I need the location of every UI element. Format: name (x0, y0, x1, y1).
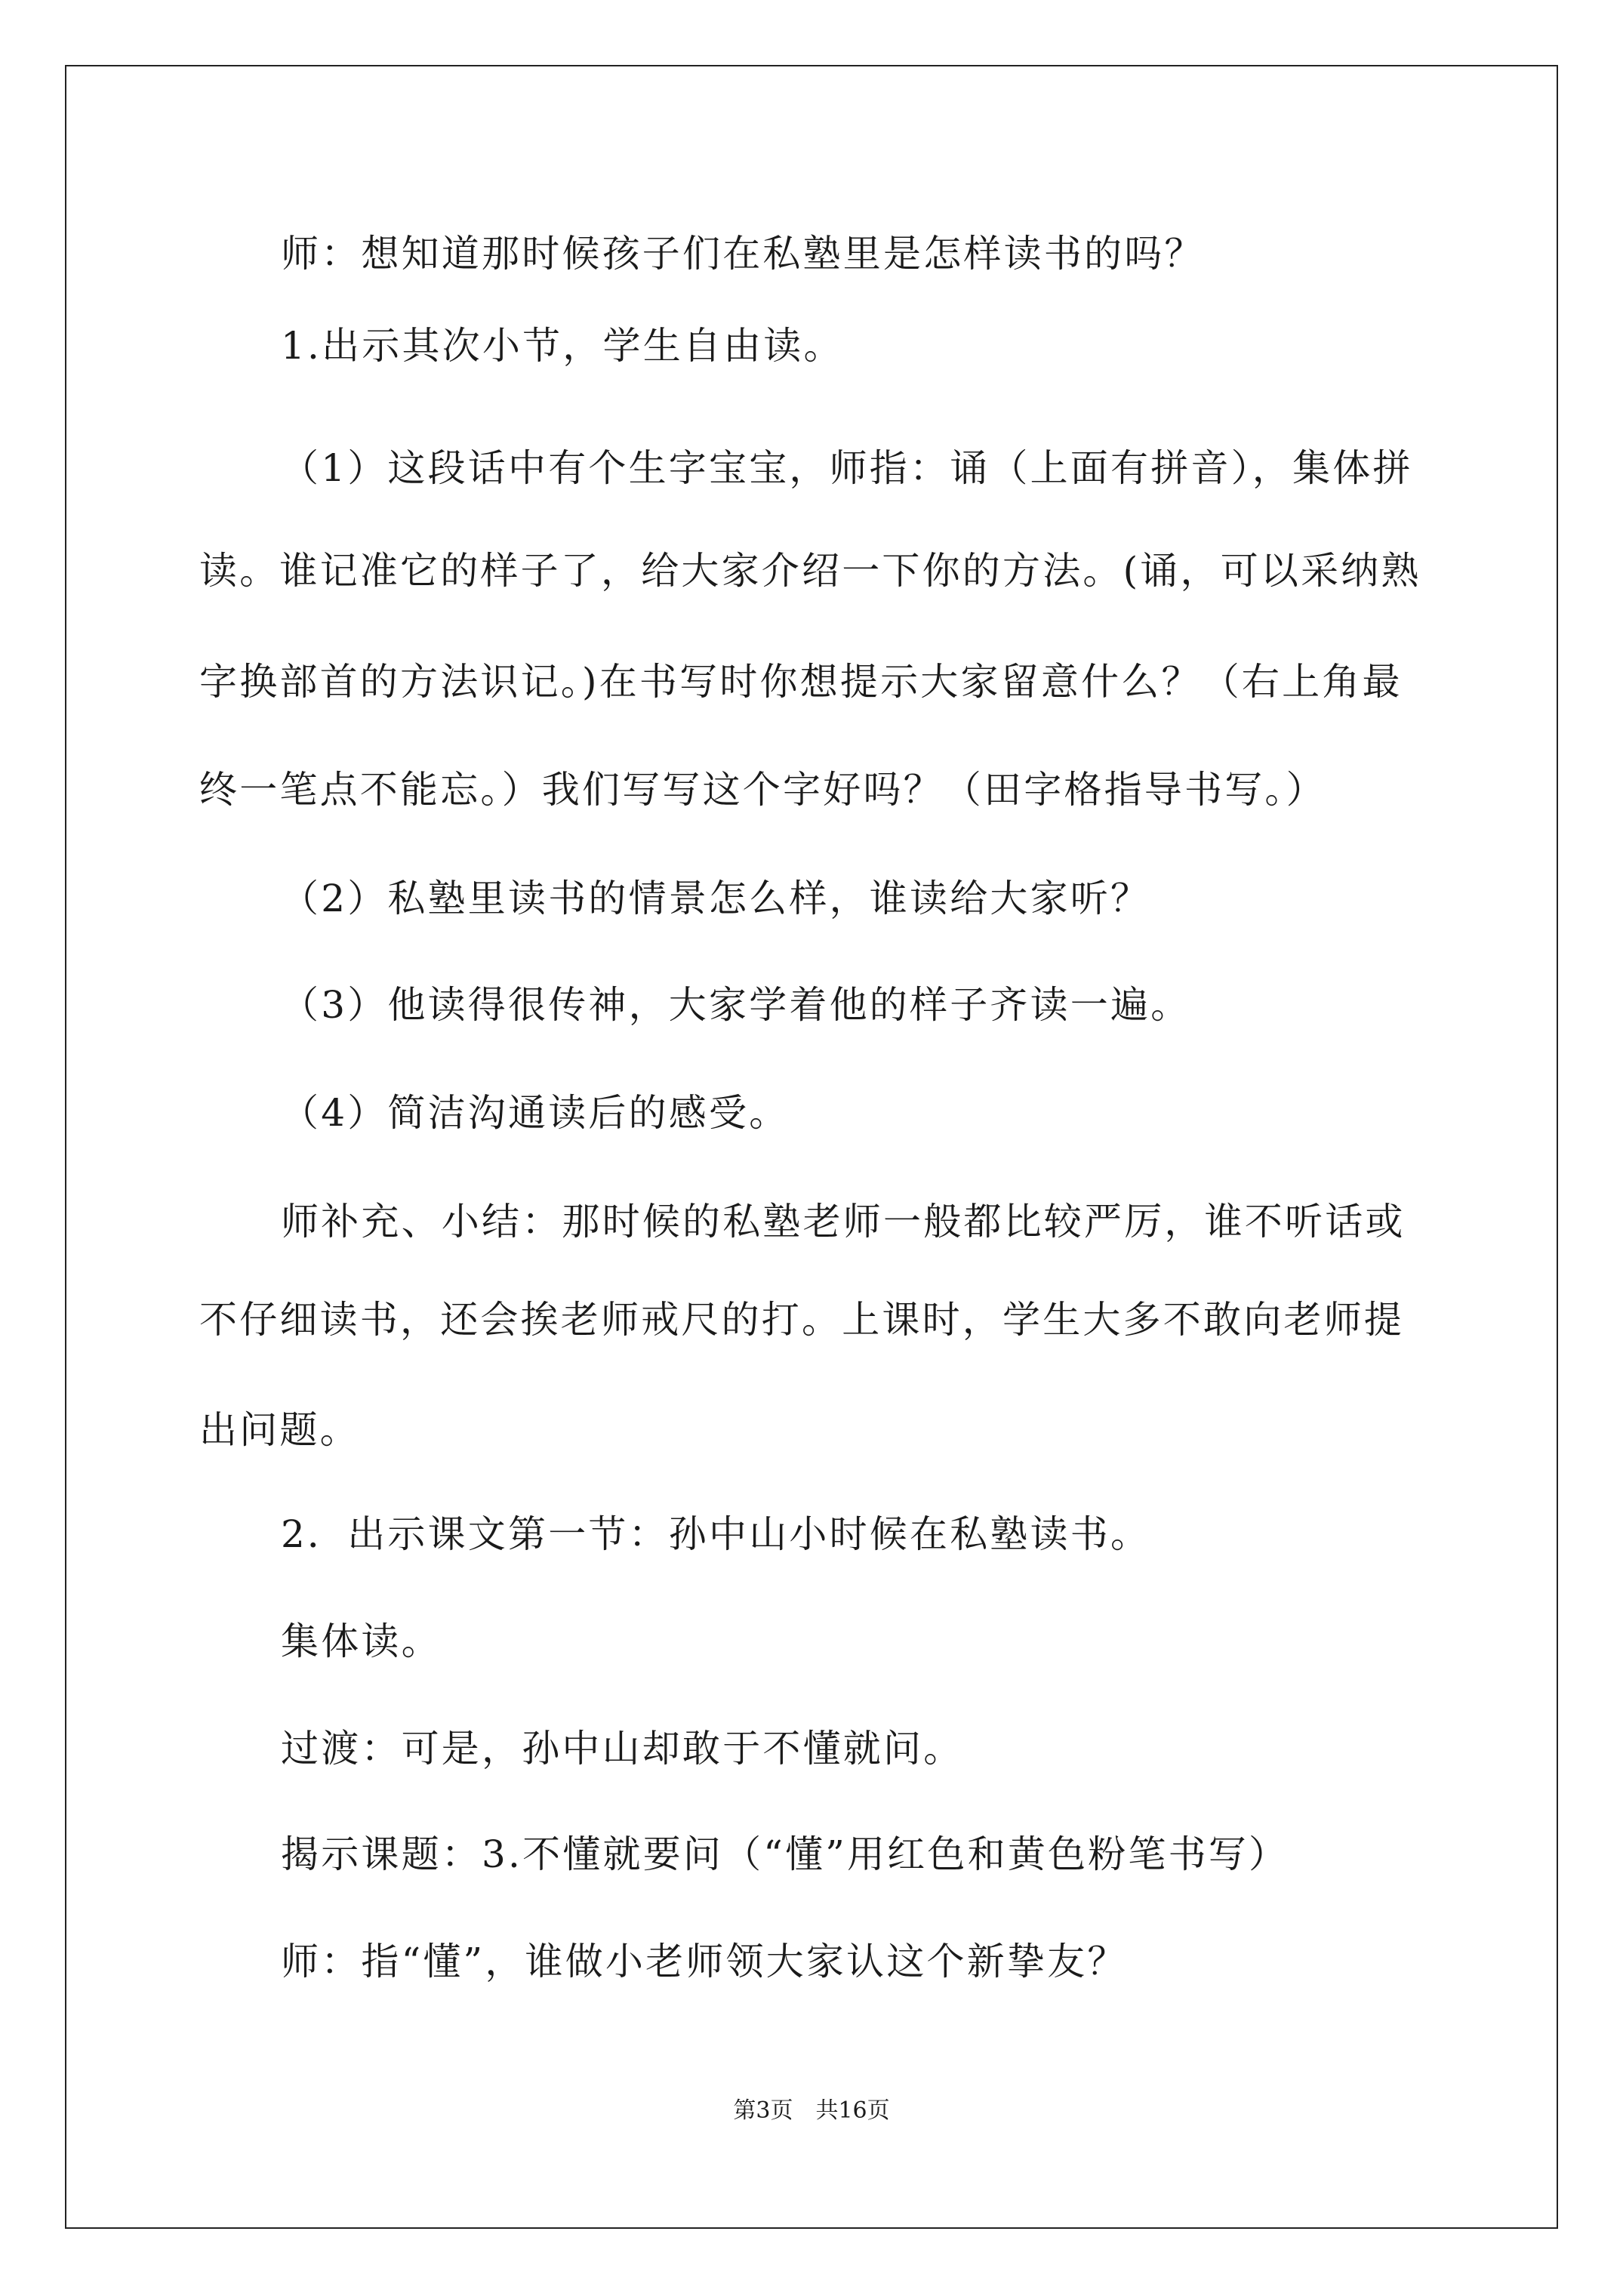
paragraph-line: 1.出示其次小节，学生自由读。 (281, 324, 844, 368)
paragraph-line: 读。谁记准它的样子了，给大家介绍一下你的方法。(诵，可以采纳熟 (199, 549, 1421, 593)
paragraph-line: 集体读。 (281, 1620, 442, 1663)
paragraph-line: 师：想知道那时候孩子们在私塾里是怎样读书的吗？ (281, 232, 1205, 276)
paragraph-line: 过渡：可是，孙中山却敢于不懂就问。 (281, 1727, 964, 1771)
paragraph-line: 揭示课题：3.不懂就要问（“懂”用红色和黄色粉笔书写） (281, 1832, 1289, 1876)
paragraph-line: （1）这段话中有个生字宝宝，师指：诵（上面有拼音），集体拼 (281, 446, 1413, 490)
paragraph-line: 师补充、小结：那时候的私塾老师一般都比较严厉，谁不听话或 (281, 1200, 1406, 1244)
page-border (65, 65, 1558, 2229)
paragraph-line: 出问题。 (199, 1408, 360, 1452)
paragraph-line: （4）简洁沟通读后的感受。 (281, 1091, 790, 1135)
paragraph-line: （3）他读得很传神，大家学着他的样子齐读一遍。 (281, 983, 1191, 1027)
paragraph-line: （2）私塾里读书的情景怎么样，谁读给大家听？ (281, 877, 1151, 920)
paragraph-line: 2．出示课文第一节：孙中山小时候在私塾读书。 (281, 1512, 1151, 1556)
paragraph-line: 不仔细读书，还会挨老师戒尺的打。上课时，学生大多不敢向老师提 (199, 1298, 1404, 1342)
paragraph-line: 字换部首的方法识记。)在书写时你想提示大家留意什么？（右上角最 (199, 660, 1403, 704)
paragraph-line: 师：指“懂”，谁做小老师领大家认这个新挚友？ (281, 1940, 1128, 1983)
paragraph-line: 终一笔点不能忘。）我们写写这个字好吗？（田字格指导书写。） (199, 768, 1326, 812)
page-footer: 第3页 共16页 (733, 2097, 890, 2124)
